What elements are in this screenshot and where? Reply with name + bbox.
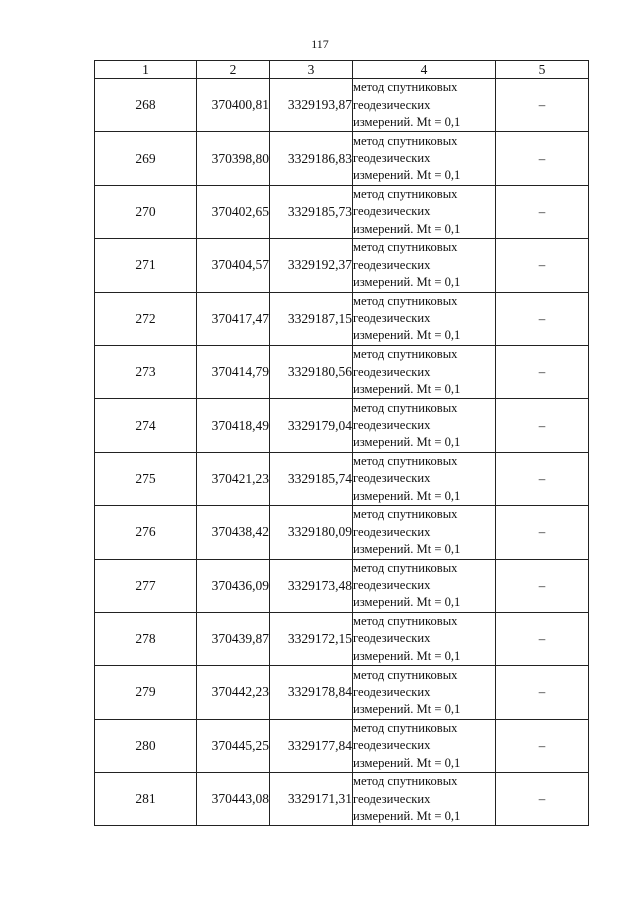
method-line: измерений. Mt = 0,1 — [353, 168, 461, 183]
x-coordinate-cell: 370439,87 — [197, 612, 270, 665]
method-line: геодезических — [353, 257, 431, 272]
method-cell — [353, 132, 496, 185]
point-number-cell: 277 — [95, 559, 197, 612]
method-line: метод спутниковых — [353, 453, 458, 468]
table-row — [95, 185, 589, 238]
y-coordinate-cell: 3329171,31 — [270, 773, 353, 826]
method-line: геодезических — [353, 150, 431, 165]
method-line: измерений. Mt = 0,1 — [353, 755, 461, 770]
y-coordinate-cell: 3329186,83 — [270, 132, 353, 185]
method-line: геодезических — [353, 417, 431, 432]
y-coordinate-cell: 3329185,73 — [270, 185, 353, 238]
note-cell: – — [496, 345, 589, 398]
method-line: метод спутниковых — [353, 720, 458, 735]
method-line: геодезических — [353, 97, 431, 112]
table-row — [95, 773, 589, 826]
method-line: метод спутниковых — [353, 80, 458, 95]
y-coordinate-cell: 3329180,09 — [270, 506, 353, 559]
method-line: геодезических — [353, 524, 431, 539]
y-coordinate-cell: 3329178,84 — [270, 666, 353, 719]
method-line: измерений. Mt = 0,1 — [353, 702, 461, 717]
point-number-cell: 280 — [95, 719, 197, 772]
method-line: метод спутниковых — [353, 133, 458, 148]
x-coordinate-cell: 370418,49 — [197, 399, 270, 452]
method-line: измерений. Mt = 0,1 — [353, 435, 461, 450]
table-header-row — [95, 61, 589, 79]
method-cell — [353, 559, 496, 612]
method-line: метод спутниковых — [353, 560, 458, 575]
column-header-4: 4 — [353, 61, 496, 79]
method-line: метод спутниковых — [353, 400, 458, 415]
column-header-1: 1 — [95, 61, 197, 79]
table-row — [95, 612, 589, 665]
method-cell — [353, 399, 496, 452]
x-coordinate-cell: 370404,57 — [197, 239, 270, 292]
note-cell: – — [496, 666, 589, 719]
y-coordinate-cell: 3329192,37 — [270, 239, 353, 292]
point-number-cell: 268 — [95, 79, 197, 132]
table-row — [95, 399, 589, 452]
point-number-cell: 274 — [95, 399, 197, 452]
method-line: геодезических — [353, 578, 431, 593]
x-coordinate-cell: 370443,08 — [197, 773, 270, 826]
page-number: 117 — [311, 37, 329, 51]
method-line: геодезических — [353, 471, 431, 486]
method-line: метод спутниковых — [353, 347, 458, 362]
point-number-cell: 281 — [95, 773, 197, 826]
note-cell: – — [496, 79, 589, 132]
method-cell — [353, 452, 496, 505]
x-coordinate-cell: 370398,80 — [197, 132, 270, 185]
note-cell: – — [496, 399, 589, 452]
point-number-cell: 279 — [95, 666, 197, 719]
point-number-cell: 271 — [95, 239, 197, 292]
method-cell — [353, 612, 496, 665]
y-coordinate-cell: 3329193,87 — [270, 79, 353, 132]
y-coordinate-cell: 3329172,15 — [270, 612, 353, 665]
method-cell — [353, 666, 496, 719]
point-number-cell: 275 — [95, 452, 197, 505]
method-line: измерений. Mt = 0,1 — [353, 114, 461, 129]
method-line: метод спутниковых — [353, 667, 458, 682]
note-cell: – — [496, 239, 589, 292]
table-row — [95, 452, 589, 505]
point-number-cell: 276 — [95, 506, 197, 559]
x-coordinate-cell: 370445,25 — [197, 719, 270, 772]
table-row — [95, 79, 589, 132]
note-cell: – — [496, 773, 589, 826]
method-line: метод спутниковых — [353, 240, 458, 255]
table-row — [95, 239, 589, 292]
method-cell — [353, 719, 496, 772]
column-header-3: 3 — [270, 61, 353, 79]
method-cell — [353, 239, 496, 292]
note-cell: – — [496, 292, 589, 345]
method-line: метод спутниковых — [353, 507, 458, 522]
y-coordinate-cell: 3329180,56 — [270, 345, 353, 398]
method-line: измерений. Mt = 0,1 — [353, 595, 461, 610]
method-line: измерений. Mt = 0,1 — [353, 275, 461, 290]
note-cell: – — [496, 612, 589, 665]
method-cell — [353, 79, 496, 132]
method-cell — [353, 292, 496, 345]
table-row — [95, 345, 589, 398]
method-line: измерений. Mt = 0,1 — [353, 221, 461, 236]
y-coordinate-cell: 3329187,15 — [270, 292, 353, 345]
y-coordinate-cell: 3329177,84 — [270, 719, 353, 772]
table-row — [95, 292, 589, 345]
point-number-cell: 270 — [95, 185, 197, 238]
note-cell: – — [496, 132, 589, 185]
point-number-cell: 269 — [95, 132, 197, 185]
table-row — [95, 506, 589, 559]
method-cell — [353, 345, 496, 398]
method-line: измерений. Mt = 0,1 — [353, 541, 461, 556]
method-cell — [353, 773, 496, 826]
column-header-2: 2 — [197, 61, 270, 79]
x-coordinate-cell: 370421,23 — [197, 452, 270, 505]
x-coordinate-cell: 370436,09 — [197, 559, 270, 612]
table-row — [95, 132, 589, 185]
table-row — [95, 559, 589, 612]
table-body — [95, 79, 589, 826]
method-line: измерений. Mt = 0,1 — [353, 488, 461, 503]
method-line: геодезических — [353, 738, 431, 753]
note-cell: – — [496, 185, 589, 238]
column-header-5: 5 — [496, 61, 589, 79]
x-coordinate-cell: 370400,81 — [197, 79, 270, 132]
method-line: измерений. Mt = 0,1 — [353, 808, 461, 823]
method-line: метод спутниковых — [353, 187, 458, 202]
x-coordinate-cell: 370417,47 — [197, 292, 270, 345]
note-cell: – — [496, 559, 589, 612]
table-row — [95, 719, 589, 772]
method-line: метод спутниковых — [353, 293, 458, 308]
coordinates-table — [94, 60, 589, 826]
y-coordinate-cell: 3329179,04 — [270, 399, 353, 452]
method-line: геодезических — [353, 311, 431, 326]
method-line: геодезических — [353, 364, 431, 379]
note-cell: – — [496, 506, 589, 559]
note-cell: – — [496, 719, 589, 772]
method-line: метод спутниковых — [353, 614, 458, 629]
y-coordinate-cell: 3329185,74 — [270, 452, 353, 505]
method-line: геодезических — [353, 631, 431, 646]
method-cell — [353, 506, 496, 559]
x-coordinate-cell: 370402,65 — [197, 185, 270, 238]
method-line: измерений. Mt = 0,1 — [353, 648, 461, 663]
method-line: геодезических — [353, 204, 431, 219]
x-coordinate-cell: 370414,79 — [197, 345, 270, 398]
method-line: измерений. Mt = 0,1 — [353, 328, 461, 343]
x-coordinate-cell: 370442,23 — [197, 666, 270, 719]
method-line: геодезических — [353, 684, 431, 699]
method-line: измерений. Mt = 0,1 — [353, 381, 461, 396]
method-cell — [353, 185, 496, 238]
point-number-cell: 273 — [95, 345, 197, 398]
method-line: геодезических — [353, 791, 431, 806]
y-coordinate-cell: 3329173,48 — [270, 559, 353, 612]
x-coordinate-cell: 370438,42 — [197, 506, 270, 559]
note-cell: – — [496, 452, 589, 505]
point-number-cell: 272 — [95, 292, 197, 345]
method-line: метод спутниковых — [353, 774, 458, 789]
point-number-cell: 278 — [95, 612, 197, 665]
table-row — [95, 666, 589, 719]
